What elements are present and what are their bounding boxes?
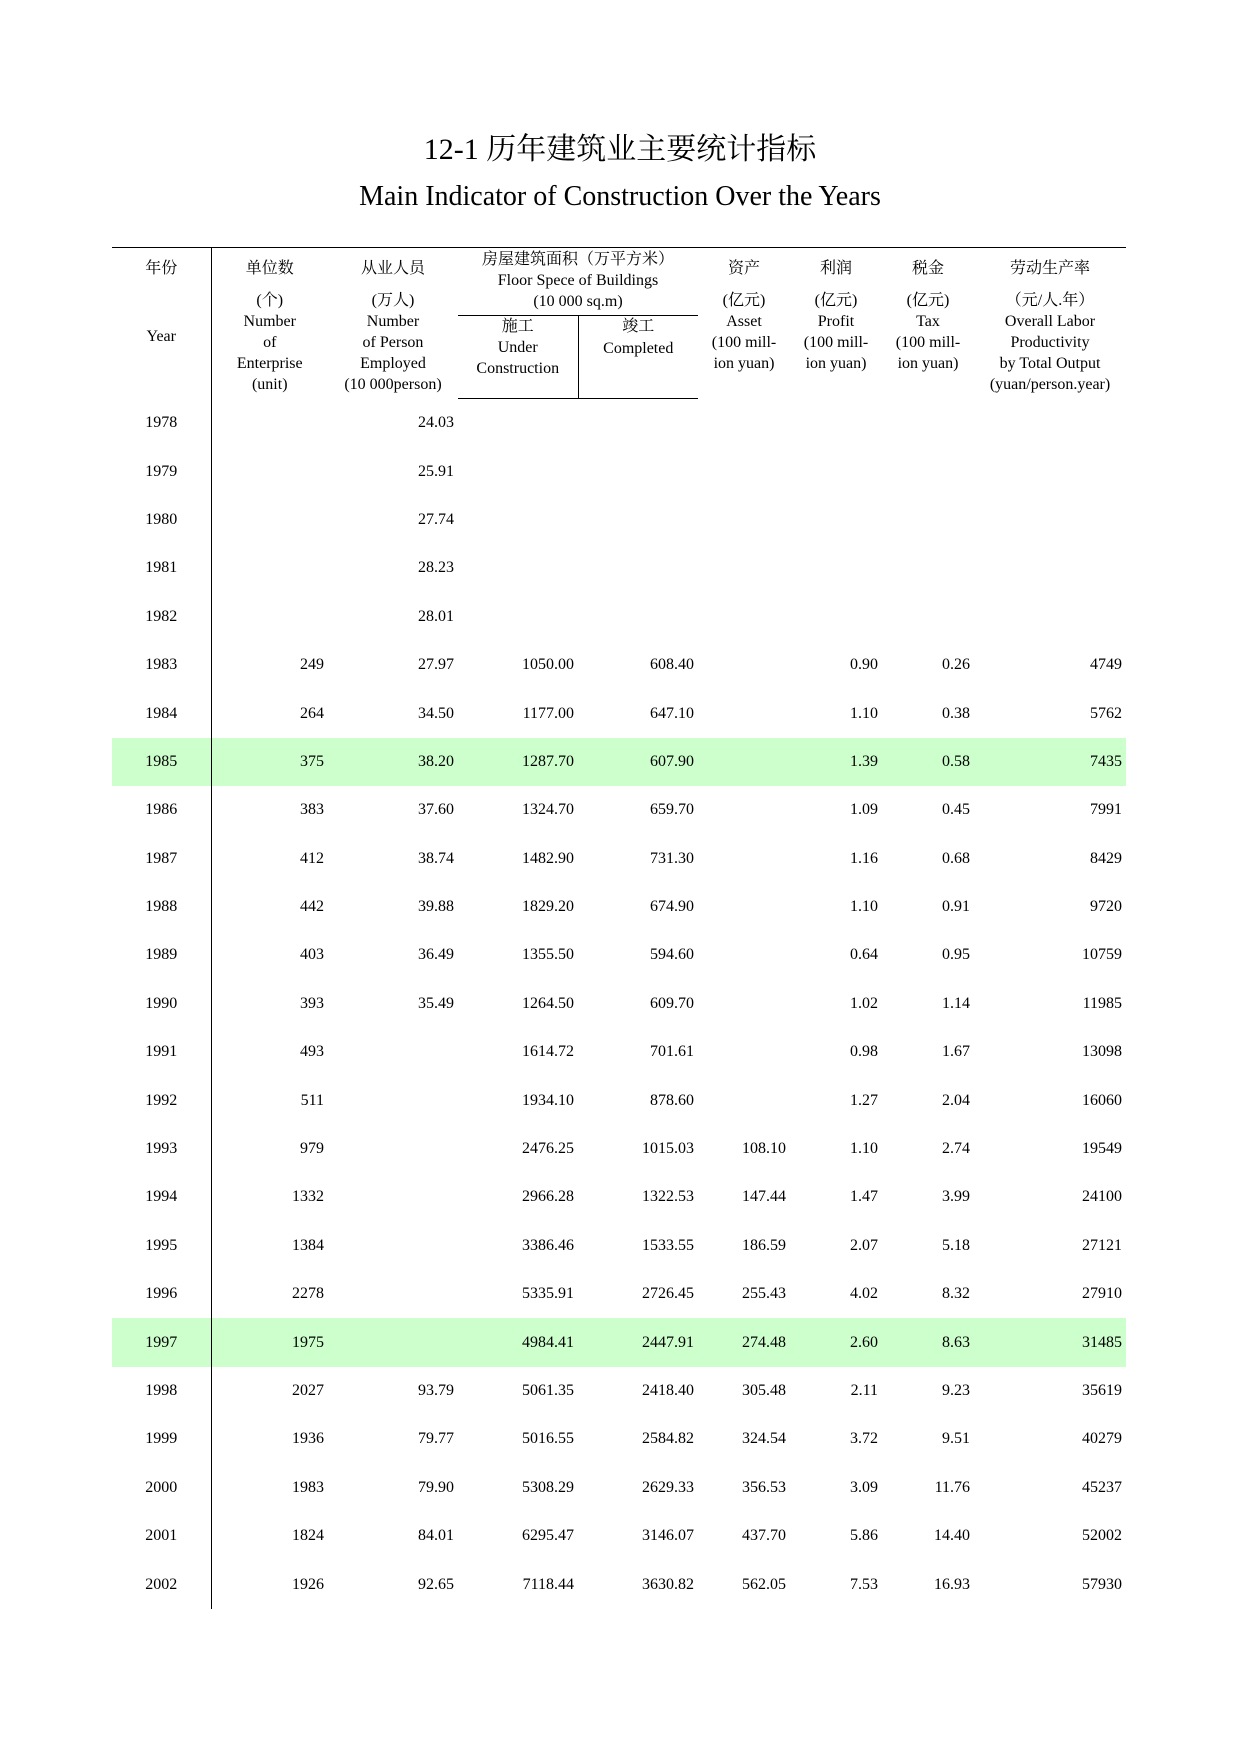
header-tax: 税金 (亿元) Tax (100 mill- ion yuan) bbox=[882, 248, 974, 399]
cell-employed: 34.50 bbox=[418, 704, 454, 722]
cell-under-construction: 1614.72 bbox=[522, 1043, 574, 1061]
cell-under-construction: 1829.20 bbox=[522, 898, 574, 916]
cell-employed: 35.49 bbox=[418, 994, 454, 1012]
cell-asset bbox=[698, 399, 790, 448]
cell-year: 1999 bbox=[112, 1415, 211, 1463]
cell-under-construction: 2476.25 bbox=[522, 1140, 574, 1158]
cell-under-construction: 1287.70 bbox=[458, 738, 578, 786]
header-units: 单位数 (个) Number of Enterprise (unit) bbox=[211, 248, 328, 399]
cell-tax: 11.76 bbox=[934, 1478, 971, 1496]
cell-year: 1984 bbox=[112, 689, 211, 737]
cell-profit: 1.47 bbox=[850, 1188, 879, 1206]
cell-profit: 1.02 bbox=[850, 994, 879, 1012]
cell-employed: 36.49 bbox=[418, 946, 454, 964]
cell-tax: 0.26 bbox=[942, 656, 971, 674]
cell-year: 1995 bbox=[112, 1222, 211, 1270]
cell-asset: 108.10 bbox=[742, 1140, 787, 1158]
cell-profit: 2.60 bbox=[790, 1318, 882, 1366]
cell-year: 1980 bbox=[112, 496, 211, 544]
cell-under-construction bbox=[458, 593, 578, 641]
cell-year: 1997 bbox=[112, 1318, 211, 1366]
cell-completed: 594.60 bbox=[650, 946, 695, 964]
cell-employed: 37.60 bbox=[418, 801, 454, 819]
cell-units bbox=[211, 593, 328, 641]
cell-completed: 3630.82 bbox=[642, 1575, 695, 1593]
cell-units bbox=[211, 399, 328, 448]
cell-tax bbox=[882, 544, 974, 592]
table-row bbox=[112, 399, 1126, 448]
cell-under-construction: 3386.46 bbox=[522, 1236, 574, 1254]
cell-labor-productivity: 16060 bbox=[1082, 1091, 1123, 1109]
cell-labor-productivity: 24100 bbox=[1082, 1188, 1123, 1206]
table-row bbox=[112, 1560, 1126, 1608]
cell-profit: 1.16 bbox=[850, 849, 879, 867]
cell-tax bbox=[882, 593, 974, 641]
cell-profit: 0.98 bbox=[850, 1043, 879, 1061]
cell-completed bbox=[578, 593, 698, 641]
cell-labor-productivity bbox=[974, 447, 1126, 495]
cell-tax: 0.45 bbox=[942, 801, 971, 819]
page-title-en: Main Indicator of Construction Over the Years bbox=[359, 181, 881, 212]
table-row bbox=[112, 931, 1126, 979]
table-row bbox=[112, 1173, 1126, 1221]
cell-completed: 2584.82 bbox=[642, 1430, 695, 1448]
cell-units: 1936 bbox=[292, 1430, 324, 1448]
cell-labor-productivity: 35619 bbox=[1082, 1382, 1123, 1399]
cell-profit: 2.07 bbox=[850, 1236, 879, 1254]
cell-completed: 701.61 bbox=[650, 1043, 695, 1061]
cell-profit bbox=[790, 593, 882, 641]
header-profit: 利润 (亿元) Profit (100 mill- ion yuan) bbox=[790, 248, 882, 399]
cell-profit: 3.72 bbox=[850, 1430, 879, 1448]
cell-completed: 1322.53 bbox=[642, 1188, 695, 1206]
cell-asset bbox=[698, 1028, 790, 1076]
cell-under-construction: 1264.50 bbox=[522, 994, 574, 1012]
cell-employed: 93.79 bbox=[418, 1382, 454, 1399]
cell-profit: 1.10 bbox=[850, 1140, 879, 1158]
cell-asset bbox=[698, 883, 790, 931]
cell-labor-productivity: 7435 bbox=[974, 738, 1126, 786]
cell-under-construction: 1482.90 bbox=[522, 849, 574, 867]
cell-profit: 1.10 bbox=[850, 898, 879, 916]
cell-year: 1985 bbox=[112, 738, 211, 786]
cell-profit bbox=[790, 544, 882, 592]
cell-units: 403 bbox=[300, 946, 324, 964]
cell-year: 1991 bbox=[112, 1028, 211, 1076]
cell-labor-productivity bbox=[974, 544, 1126, 592]
cell-labor-productivity: 40279 bbox=[1082, 1430, 1123, 1448]
page-title-cn: 12-1 历年建筑业主要统计指标 bbox=[423, 133, 817, 166]
table-row bbox=[112, 1415, 1126, 1463]
cell-under-construction: 4984.41 bbox=[458, 1318, 578, 1366]
cell-asset: 186.59 bbox=[742, 1236, 787, 1254]
cell-labor-productivity: 9720 bbox=[1090, 898, 1123, 916]
cell-employed bbox=[328, 1173, 458, 1221]
cell-employed: 28.23 bbox=[418, 559, 454, 577]
cell-year: 1979 bbox=[112, 447, 211, 495]
cell-units: 1384 bbox=[292, 1236, 324, 1254]
cell-profit: 1.39 bbox=[790, 738, 882, 786]
cell-completed: 647.10 bbox=[650, 704, 695, 722]
cell-profit: 1.09 bbox=[850, 801, 879, 819]
cell-asset: 562.05 bbox=[742, 1575, 787, 1593]
table-row bbox=[112, 1222, 1126, 1270]
cell-year: 1981 bbox=[112, 544, 211, 592]
cell-employed bbox=[328, 1270, 458, 1318]
cell-tax: 9.51 bbox=[942, 1430, 971, 1448]
cell-under-construction: 6295.47 bbox=[522, 1527, 574, 1545]
cell-completed: 608.40 bbox=[650, 656, 695, 674]
cell-tax: 3.99 bbox=[942, 1188, 971, 1206]
cell-asset bbox=[698, 1076, 790, 1124]
cell-year: 1996 bbox=[112, 1270, 211, 1318]
cell-units: 383 bbox=[300, 801, 324, 819]
table-row bbox=[112, 883, 1126, 931]
cell-year: 1983 bbox=[112, 641, 211, 689]
cell-units: 249 bbox=[300, 656, 324, 674]
cell-units: 1824 bbox=[292, 1527, 324, 1545]
cell-tax: 2.74 bbox=[942, 1140, 971, 1158]
cell-tax: 0.91 bbox=[942, 898, 971, 916]
cell-labor-productivity: 8429 bbox=[1090, 849, 1123, 867]
cell-asset: 255.43 bbox=[742, 1285, 787, 1303]
cell-under-construction bbox=[458, 544, 578, 592]
cell-tax: 1.67 bbox=[942, 1043, 971, 1061]
cell-units: 393 bbox=[300, 994, 324, 1012]
cell-employed bbox=[328, 1076, 458, 1124]
cell-units: 511 bbox=[300, 1091, 324, 1109]
cell-labor-productivity bbox=[974, 496, 1126, 544]
cell-employed: 24.03 bbox=[418, 413, 454, 431]
cell-employed: 92.65 bbox=[418, 1575, 454, 1593]
table-row bbox=[112, 738, 1126, 786]
cell-under-construction bbox=[458, 399, 578, 448]
cell-labor-productivity: 7991 bbox=[1090, 801, 1123, 819]
cell-units bbox=[211, 447, 328, 495]
cell-profit: 4.02 bbox=[850, 1285, 879, 1303]
cell-completed: 2629.33 bbox=[642, 1478, 695, 1496]
cell-labor-productivity: 31485 bbox=[974, 1318, 1126, 1366]
cell-tax bbox=[882, 447, 974, 495]
cell-tax: 5.18 bbox=[942, 1236, 971, 1254]
cell-tax: 14.40 bbox=[934, 1527, 971, 1545]
cell-completed: 1533.55 bbox=[642, 1236, 695, 1254]
cell-employed bbox=[328, 1222, 458, 1270]
cell-profit: 1.27 bbox=[850, 1091, 879, 1109]
header-asset: 资产 (亿元) Asset (100 mill- ion yuan) bbox=[698, 248, 790, 399]
cell-employed: 39.88 bbox=[418, 898, 454, 916]
cell-tax: 9.23 bbox=[942, 1382, 971, 1399]
cell-units: 1975 bbox=[211, 1318, 328, 1366]
cell-tax: 8.32 bbox=[942, 1285, 971, 1303]
table-row bbox=[112, 544, 1126, 592]
table-row bbox=[112, 980, 1126, 1028]
cell-asset bbox=[698, 835, 790, 883]
table-row bbox=[112, 447, 1126, 495]
cell-under-construction: 5061.35 bbox=[522, 1382, 574, 1399]
cell-units: 979 bbox=[300, 1140, 324, 1158]
cell-profit: 5.86 bbox=[850, 1527, 879, 1545]
header-year: 年份 Year bbox=[112, 248, 211, 399]
cell-units: 1332 bbox=[292, 1188, 324, 1206]
cell-completed: 2726.45 bbox=[642, 1285, 695, 1303]
cell-units: 264 bbox=[300, 704, 324, 722]
table-body bbox=[112, 399, 1126, 1609]
table-row bbox=[112, 1076, 1126, 1124]
cell-completed bbox=[578, 544, 698, 592]
cell-employed: 38.74 bbox=[418, 849, 454, 867]
cell-units: 375 bbox=[211, 738, 328, 786]
table-row bbox=[112, 786, 1126, 834]
cell-profit bbox=[790, 399, 882, 448]
cell-asset: 437.70 bbox=[742, 1527, 787, 1545]
cell-units: 2027 bbox=[292, 1382, 324, 1399]
table-row bbox=[112, 1367, 1126, 1415]
cell-completed: 731.30 bbox=[650, 849, 695, 867]
table-row bbox=[112, 1028, 1126, 1076]
cell-under-construction: 1177.00 bbox=[522, 704, 574, 722]
table-row bbox=[112, 1464, 1126, 1512]
cell-asset bbox=[698, 786, 790, 834]
header-labor-productivity: 劳动生产率 （元/人.年） Overall Labor Productivity by Total Output (yuan/person.year) bbox=[974, 248, 1126, 399]
cell-tax: 8.63 bbox=[882, 1318, 974, 1366]
cell-units: 412 bbox=[300, 849, 324, 867]
cell-year: 1978 bbox=[112, 399, 211, 448]
cell-labor-productivity: 11985 bbox=[1082, 994, 1123, 1012]
cell-labor-productivity: 4749 bbox=[1090, 656, 1123, 674]
cell-completed: 659.70 bbox=[650, 801, 695, 819]
cell-year: 2001 bbox=[112, 1512, 211, 1560]
cell-asset: 324.54 bbox=[742, 1430, 787, 1448]
cell-completed: 607.90 bbox=[578, 738, 698, 786]
cell-labor-productivity: 27121 bbox=[1082, 1236, 1123, 1254]
table-row bbox=[112, 641, 1126, 689]
cell-profit: 7.53 bbox=[850, 1575, 879, 1593]
cell-units: 1926 bbox=[292, 1575, 324, 1593]
cell-under-construction: 5308.29 bbox=[522, 1478, 574, 1496]
cell-completed: 2418.40 bbox=[642, 1382, 695, 1399]
cell-labor-productivity bbox=[974, 593, 1126, 641]
cell-asset bbox=[698, 447, 790, 495]
cell-profit: 3.09 bbox=[850, 1478, 879, 1496]
cell-profit bbox=[790, 496, 882, 544]
table-row bbox=[112, 1512, 1126, 1560]
cell-under-construction: 1324.70 bbox=[522, 801, 574, 819]
cell-employed: 84.01 bbox=[418, 1527, 454, 1545]
header-floor-space: 房屋建筑面积（万平方米） Floor Spece of Buildings (10 000 sq.m) bbox=[458, 248, 698, 316]
cell-labor-productivity: 19549 bbox=[1082, 1140, 1123, 1158]
cell-completed: 2447.91 bbox=[578, 1318, 698, 1366]
cell-employed: 27.74 bbox=[418, 510, 454, 528]
cell-asset bbox=[698, 641, 790, 689]
cell-asset: 274.48 bbox=[698, 1318, 790, 1366]
cell-tax bbox=[882, 496, 974, 544]
cell-tax: 0.58 bbox=[882, 738, 974, 786]
cell-labor-productivity: 5762 bbox=[1090, 704, 1123, 722]
cell-tax: 1.14 bbox=[942, 994, 971, 1012]
cell-under-construction: 2966.28 bbox=[522, 1188, 574, 1206]
table-row bbox=[112, 1318, 1126, 1366]
cell-tax bbox=[882, 399, 974, 448]
cell-year: 1993 bbox=[112, 1125, 211, 1173]
cell-units: 1983 bbox=[292, 1478, 324, 1496]
cell-profit: 0.90 bbox=[850, 656, 879, 674]
cell-units: 493 bbox=[300, 1043, 324, 1061]
cell-asset bbox=[698, 544, 790, 592]
cell-asset bbox=[698, 980, 790, 1028]
cell-year: 2002 bbox=[112, 1560, 211, 1608]
cell-year: 1994 bbox=[112, 1173, 211, 1221]
cell-year: 2000 bbox=[112, 1464, 211, 1512]
cell-year: 1982 bbox=[112, 593, 211, 641]
cell-asset bbox=[698, 496, 790, 544]
table-row bbox=[112, 593, 1126, 641]
cell-under-construction: 1355.50 bbox=[522, 946, 574, 964]
cell-asset bbox=[698, 689, 790, 737]
cell-labor-productivity bbox=[974, 399, 1126, 448]
cell-under-construction bbox=[458, 496, 578, 544]
cell-employed bbox=[328, 1318, 458, 1366]
cell-asset bbox=[698, 593, 790, 641]
cell-labor-productivity: 57930 bbox=[1082, 1575, 1123, 1593]
cell-units: 2278 bbox=[292, 1285, 324, 1303]
cell-employed: 79.77 bbox=[418, 1430, 454, 1448]
cell-units bbox=[211, 544, 328, 592]
cell-profit bbox=[790, 447, 882, 495]
cell-tax: 0.95 bbox=[942, 946, 971, 964]
cell-labor-productivity: 10759 bbox=[1082, 946, 1123, 964]
cell-under-construction: 5016.55 bbox=[522, 1430, 574, 1448]
table-row bbox=[112, 1125, 1126, 1173]
cell-labor-productivity: 13098 bbox=[1082, 1043, 1123, 1061]
cell-employed: 28.01 bbox=[418, 607, 454, 625]
table-row bbox=[112, 1270, 1126, 1318]
cell-completed: 609.70 bbox=[650, 994, 695, 1012]
table-row bbox=[112, 496, 1126, 544]
cell-under-construction: 1934.10 bbox=[522, 1091, 574, 1109]
cell-under-construction: 1050.00 bbox=[522, 656, 574, 674]
cell-completed: 674.90 bbox=[650, 898, 695, 916]
cell-year: 1987 bbox=[112, 835, 211, 883]
cell-profit: 2.11 bbox=[850, 1382, 879, 1399]
cell-labor-productivity: 27910 bbox=[1082, 1285, 1123, 1303]
cell-tax: 2.04 bbox=[942, 1091, 971, 1109]
cell-employed: 79.90 bbox=[418, 1478, 454, 1496]
header-employed: 从业人员 (万人) Number of Person Employed (10 000person) bbox=[328, 248, 458, 399]
cell-employed: 38.20 bbox=[328, 738, 458, 786]
cell-asset: 356.53 bbox=[742, 1478, 787, 1496]
cell-profit: 0.64 bbox=[850, 946, 879, 964]
header-under-construction: 施工 Under Construction bbox=[458, 316, 578, 399]
cell-under-construction: 7118.44 bbox=[522, 1575, 574, 1593]
cell-employed bbox=[328, 1028, 458, 1076]
cell-year: 1992 bbox=[112, 1076, 211, 1124]
cell-asset bbox=[698, 931, 790, 979]
cell-labor-productivity: 45237 bbox=[1082, 1478, 1123, 1496]
cell-completed bbox=[578, 496, 698, 544]
cell-employed bbox=[328, 1125, 458, 1173]
cell-tax: 0.68 bbox=[942, 849, 971, 867]
cell-tax: 0.38 bbox=[942, 704, 971, 722]
cell-units: 442 bbox=[300, 898, 324, 916]
cell-under-construction: 5335.91 bbox=[522, 1285, 574, 1303]
header-completed: 竣工 Completed bbox=[578, 316, 698, 399]
cell-units bbox=[211, 496, 328, 544]
cell-under-construction bbox=[458, 447, 578, 495]
cell-asset bbox=[698, 738, 790, 786]
cell-tax: 16.93 bbox=[934, 1575, 971, 1593]
cell-year: 1998 bbox=[112, 1367, 211, 1415]
cell-profit: 1.10 bbox=[850, 704, 879, 722]
cell-employed: 27.97 bbox=[418, 656, 454, 674]
cell-labor-productivity: 52002 bbox=[1082, 1527, 1123, 1545]
table-row bbox=[112, 835, 1126, 883]
cell-completed: 1015.03 bbox=[642, 1140, 695, 1158]
cell-completed bbox=[578, 447, 698, 495]
cell-year: 1989 bbox=[112, 931, 211, 979]
construction-indicators-table bbox=[112, 247, 1126, 1609]
table-row bbox=[112, 689, 1126, 737]
cell-completed: 3146.07 bbox=[642, 1527, 695, 1545]
cell-year: 1988 bbox=[112, 883, 211, 931]
cell-completed: 878.60 bbox=[650, 1091, 695, 1109]
cell-year: 1990 bbox=[112, 980, 211, 1028]
cell-year: 1986 bbox=[112, 786, 211, 834]
cell-completed bbox=[578, 399, 698, 448]
cell-asset: 147.44 bbox=[742, 1188, 787, 1206]
cell-employed: 25.91 bbox=[418, 462, 454, 480]
cell-asset: 305.48 bbox=[742, 1382, 787, 1399]
